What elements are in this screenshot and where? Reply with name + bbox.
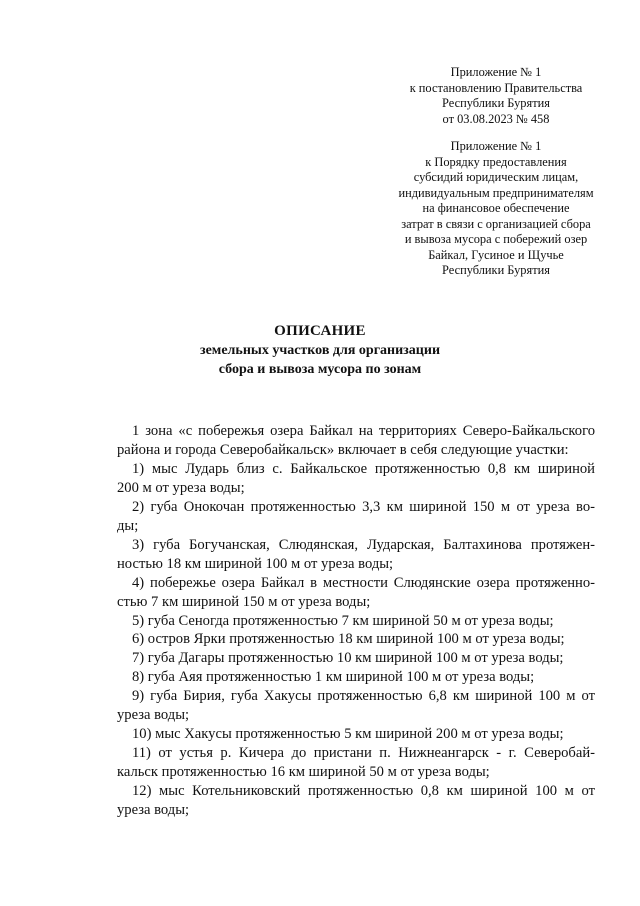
document-body bbox=[117, 422, 595, 820]
body-line: 7) губа Дагары протяженностью 10 км шириной 100 м от уреза воды; bbox=[132, 650, 564, 667]
document-title bbox=[0, 321, 640, 379]
body-line: 11) от устья р. Кичера до пристани п. Нижнеангарск - г. Северобай- bbox=[132, 745, 595, 762]
body-line: 1 зона «с побережья озера Байкал на территориях Северо-Байкальского bbox=[132, 423, 595, 439]
appendix-header-procedure bbox=[360, 139, 632, 279]
appendix-header-resolution bbox=[360, 65, 632, 127]
title-subheading: земельных участков для организации bbox=[199, 343, 441, 358]
body-line: 1) мыс Лударь близ с. Байкальское протяженностью 0,8 км шириной bbox=[132, 460, 595, 477]
title-subheading: сбора и вывоза мусора по зонам bbox=[218, 362, 422, 377]
appendix-line: на финансовое обеспечение bbox=[422, 201, 570, 215]
body-line: 5) губа Сеногда протяженностью 7 км шириной 50 м от уреза воды; bbox=[132, 612, 554, 629]
appendix-line: затрат в связи с организацией сбора bbox=[401, 216, 591, 231]
appendix-line: к Порядку предоставления bbox=[425, 154, 567, 169]
appendix-line: Приложение № 1 bbox=[450, 139, 542, 153]
appendix-line: индивидуальным предпринимателям bbox=[398, 185, 594, 200]
body-line: района и города Северобайкальск» включает в себя следующие участки: bbox=[117, 441, 569, 458]
body-line: ностью 18 км шириной 100 м от уреза воды; bbox=[117, 555, 394, 572]
appendix-line: от 03.08.2023 № 458 bbox=[442, 111, 550, 126]
body-line: уреза воды; bbox=[117, 802, 190, 819]
body-line: 8) губа Аяя протяженностью 1 км шириной 100 м от уреза воды; bbox=[132, 669, 535, 686]
appendix-line: к постановлению Правительства bbox=[409, 80, 583, 95]
body-line: 12) мыс Котельниковский протяженностью 0,8 км шириной 100 м от bbox=[132, 783, 595, 800]
body-line: 9) губа Бирия, губа Хакусы протяженностью 6,8 км шириной 100 м от bbox=[132, 688, 595, 705]
appendix-line: Республики Бурятия bbox=[442, 96, 550, 110]
title-heading: ОПИСАНИЕ bbox=[274, 323, 366, 339]
appendix-line: Приложение № 1 bbox=[450, 65, 542, 79]
appendix-line: Байкал, Гусиное и Щучье bbox=[428, 247, 564, 262]
appendix-line: Республики Бурятия bbox=[442, 263, 550, 277]
body-line: 4) побережье озера Байкал в местности Слюдянские озера протяженно- bbox=[132, 574, 595, 591]
body-line: уреза воды; bbox=[117, 707, 190, 724]
body-line: 200 м от уреза воды; bbox=[117, 479, 245, 496]
body-line: ды; bbox=[117, 517, 139, 534]
body-line: 6) остров Ярки протяженностью 18 км шириной 100 м от уреза воды; bbox=[132, 631, 565, 648]
appendix-line: и вывоза мусора с побережий озер bbox=[404, 232, 588, 246]
body-line: 2) губа Онокочан протяженностью 3,3 км шириной 150 м от уреза во- bbox=[132, 498, 595, 515]
appendix-line: субсидий юридическим лицам, bbox=[413, 170, 579, 184]
body-line: кальск протяженностью 16 км шириной 50 м от уреза воды; bbox=[117, 764, 490, 781]
body-line: стью 7 км шириной 150 м от уреза воды; bbox=[117, 593, 371, 610]
body-line: 3) губа Богучанская, Слюдянская, Лударская, Балтахинова протяжен- bbox=[132, 536, 595, 553]
body-line: 10) мыс Хакусы протяженностью 5 км шириной 200 м от уреза воды; bbox=[132, 726, 564, 743]
